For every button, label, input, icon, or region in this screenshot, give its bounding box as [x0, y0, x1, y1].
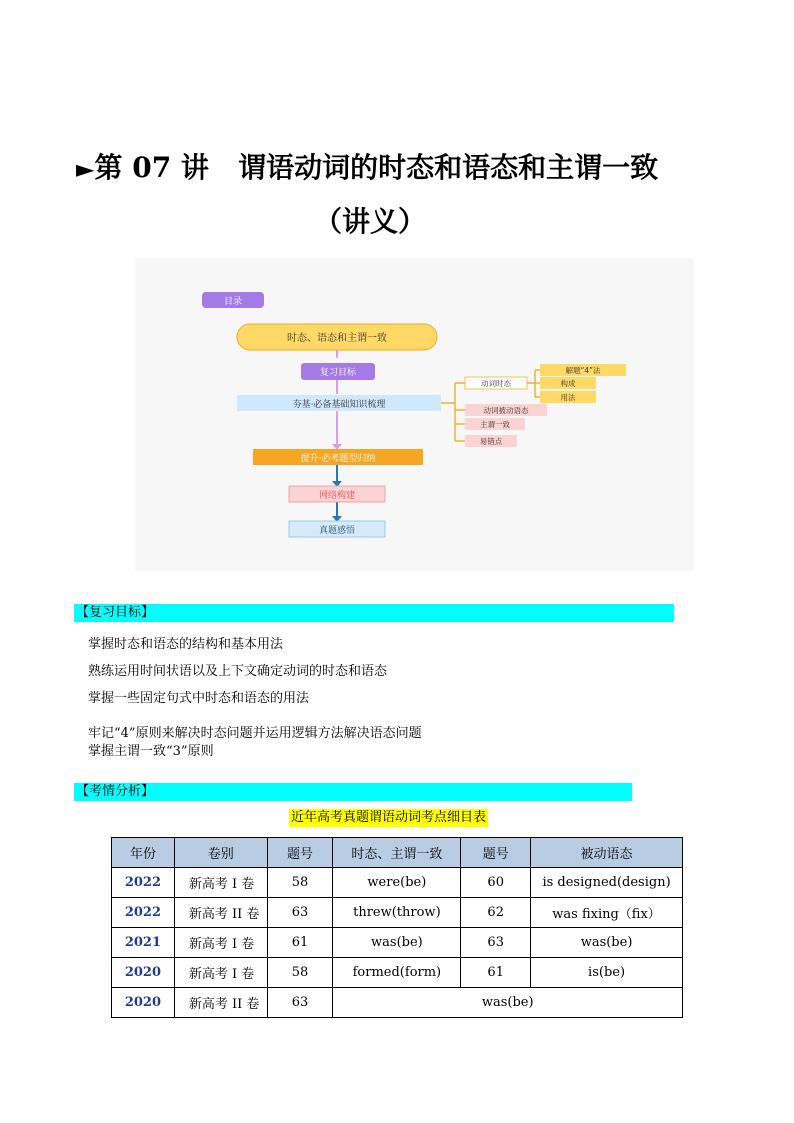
column-header: 题号 — [461, 838, 531, 868]
table-row — [112, 898, 683, 928]
exam-points-table — [111, 837, 683, 1018]
answer-cell: was(be) — [333, 928, 461, 958]
table-row — [112, 928, 683, 958]
answer-cell: was fixing（fix） — [531, 898, 683, 928]
year-cell: 2022 — [112, 868, 175, 898]
question-cell: 62 — [461, 898, 531, 928]
table-row — [112, 958, 683, 988]
leaf-label: 解题“4”法 — [565, 366, 601, 375]
promote-label: 提升·必考题型归纳 — [300, 454, 376, 464]
answer-cell: were(be) — [333, 868, 461, 898]
analysis-section-header: 【考情分析】 — [74, 783, 632, 801]
paper-cell: 新高考 II 卷 — [174, 898, 267, 928]
column-header: 题号 — [267, 838, 333, 868]
root-label: 时态、语态和主谓一致 — [287, 333, 387, 344]
goal-item: 掌握时态和语态的结构和基本用法 — [88, 637, 284, 652]
question-cell: 60 — [461, 868, 531, 898]
answer-cell: formed(form) — [333, 958, 461, 988]
page-title — [76, 146, 658, 186]
year-cell: 2020 — [112, 988, 175, 1018]
table-row — [112, 868, 683, 898]
paper-cell: 新高考 I 卷 — [174, 868, 267, 898]
goal-item: 牢记“4”原则来解决时态问题并运用逻辑方法解决语态问题 — [88, 726, 422, 741]
leaf-label: 用法 — [560, 393, 576, 402]
question-cell: 61 — [267, 928, 333, 958]
table-header-row — [112, 838, 683, 868]
page-title-text: 第 07 讲 谓语动词的时态和语态和主谓一致 — [94, 151, 659, 184]
year-cell: 2022 — [112, 898, 175, 928]
question-cell: 58 — [267, 868, 333, 898]
branch-connector — [441, 383, 465, 441]
answer-cell: is designed(design) — [531, 868, 683, 898]
toc-label: 目录 — [223, 297, 243, 307]
branch-label: 动词时态 — [481, 379, 511, 388]
triangle-bullet-icon: ► — [76, 154, 95, 183]
paper-cell: 新高考 I 卷 — [174, 958, 267, 988]
mind-map — [135, 258, 694, 571]
question-cell: 63 — [461, 928, 531, 958]
goal-item: 掌握主谓一致“3”原则 — [88, 744, 214, 759]
column-header: 时态、主谓一致 — [333, 838, 461, 868]
year-cell: 2020 — [112, 958, 175, 988]
branch-label: 动词被动语态 — [483, 406, 529, 415]
branch-label: 易错点 — [479, 437, 503, 446]
answer-cell: is(be) — [531, 958, 683, 988]
leaf-label: 构成 — [560, 379, 576, 388]
column-header: 被动语态 — [531, 838, 683, 868]
year-cell: 2021 — [112, 928, 175, 958]
basic-label: 夯基·必备基础知识梳理 — [292, 400, 386, 410]
network-label: 网络构建 — [318, 491, 356, 501]
question-cell: 58 — [267, 958, 333, 988]
answer-cell: threw(throw) — [333, 898, 461, 928]
page-subtitle: （讲义） — [314, 205, 427, 238]
goal-item: 熟练运用时间状语以及上下文确定动词的时态和语态 — [88, 664, 388, 679]
paper-cell: 新高考 I 卷 — [174, 928, 267, 958]
question-cell: 61 — [461, 958, 531, 988]
goal-item: 掌握一些固定句式中时态和语态的用法 — [88, 691, 310, 706]
review-label: 复习目标 — [319, 368, 357, 378]
mind-map-svg — [135, 258, 694, 571]
leaf-connector — [527, 370, 540, 397]
goals-section-header: 【复习目标】 — [74, 604, 674, 622]
answer-cell: was(be) — [333, 988, 683, 1018]
column-header: 年份 — [112, 838, 175, 868]
paper-cell: 新高考 II 卷 — [174, 988, 267, 1018]
real-label: 真题感悟 — [318, 526, 356, 536]
answer-cell: was(be) — [531, 928, 683, 958]
column-header: 卷别 — [174, 838, 267, 868]
table-row — [112, 988, 683, 1018]
question-cell: 63 — [267, 988, 333, 1018]
question-cell: 63 — [267, 898, 333, 928]
branch-label: 主谓一致 — [480, 420, 510, 429]
table-caption: 近年高考真题谓语动词考点细目表 — [291, 810, 487, 825]
